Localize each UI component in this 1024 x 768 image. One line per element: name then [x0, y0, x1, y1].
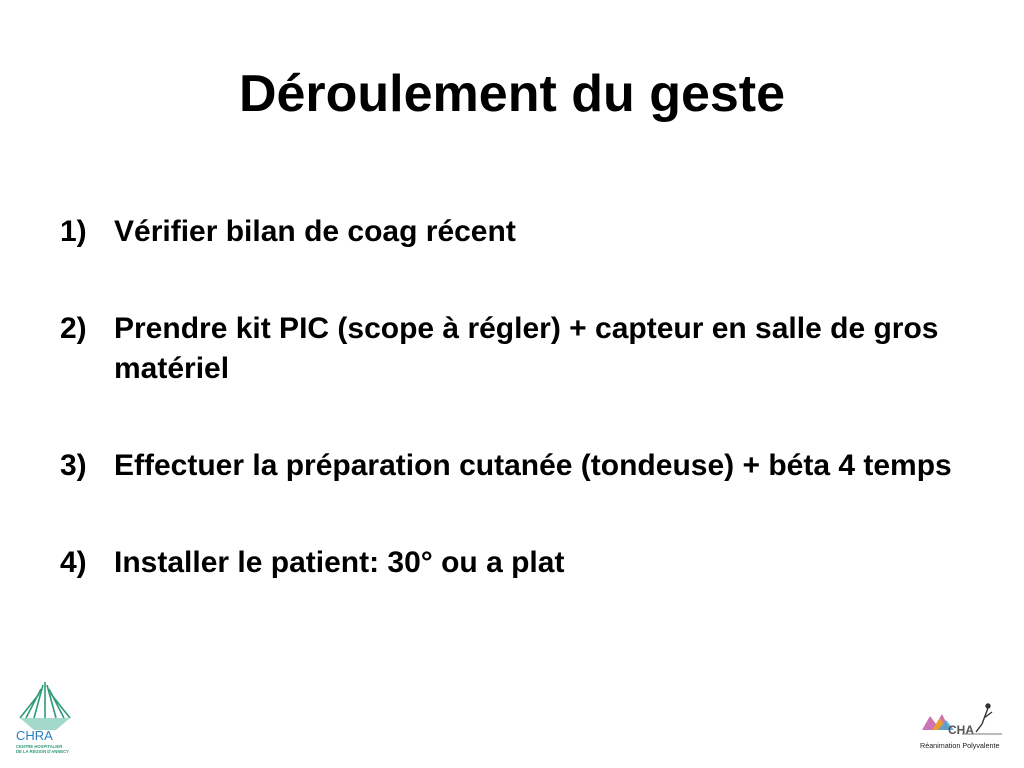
reanimation-polyvalente-logo: [918, 700, 1014, 756]
step-text: Prendre kit PIC (scope à régler) + capteur en salle de gros matériel: [114, 312, 939, 385]
step-number: 2): [60, 312, 87, 345]
reanimation-polyvalente-logo-icon: [918, 700, 1014, 756]
chra-logo-caption-2: DE LA RÉGION D'ANNECY: [16, 749, 69, 754]
cha-logo-caption: Réanimation Polyvalente: [920, 741, 1000, 750]
step-item: [60, 446, 980, 486]
cha-logo-letters: CHA: [948, 723, 974, 737]
step-number: 1): [60, 215, 87, 248]
step-number: 4): [60, 546, 87, 579]
steps-list: [60, 212, 980, 640]
chra-logo: [12, 678, 78, 758]
chra-logo-icon: [12, 678, 78, 758]
chra-logo-caption-1: CENTRE HOSPITALIER: [16, 744, 63, 749]
step-number: 3): [60, 449, 87, 482]
step-item: [60, 543, 980, 583]
chra-logo-name: CHRA: [16, 728, 53, 743]
step-text: Effectuer la préparation cutanée (tondeuse) + béta 4 temps: [114, 449, 952, 482]
step-text: Vérifier bilan de coag récent: [114, 215, 516, 248]
step-item: [60, 212, 980, 252]
step-item: [60, 309, 980, 389]
step-text: Installer le patient: 30° ou a plat: [114, 546, 565, 579]
slide-title: Déroulement du geste: [238, 65, 786, 123]
